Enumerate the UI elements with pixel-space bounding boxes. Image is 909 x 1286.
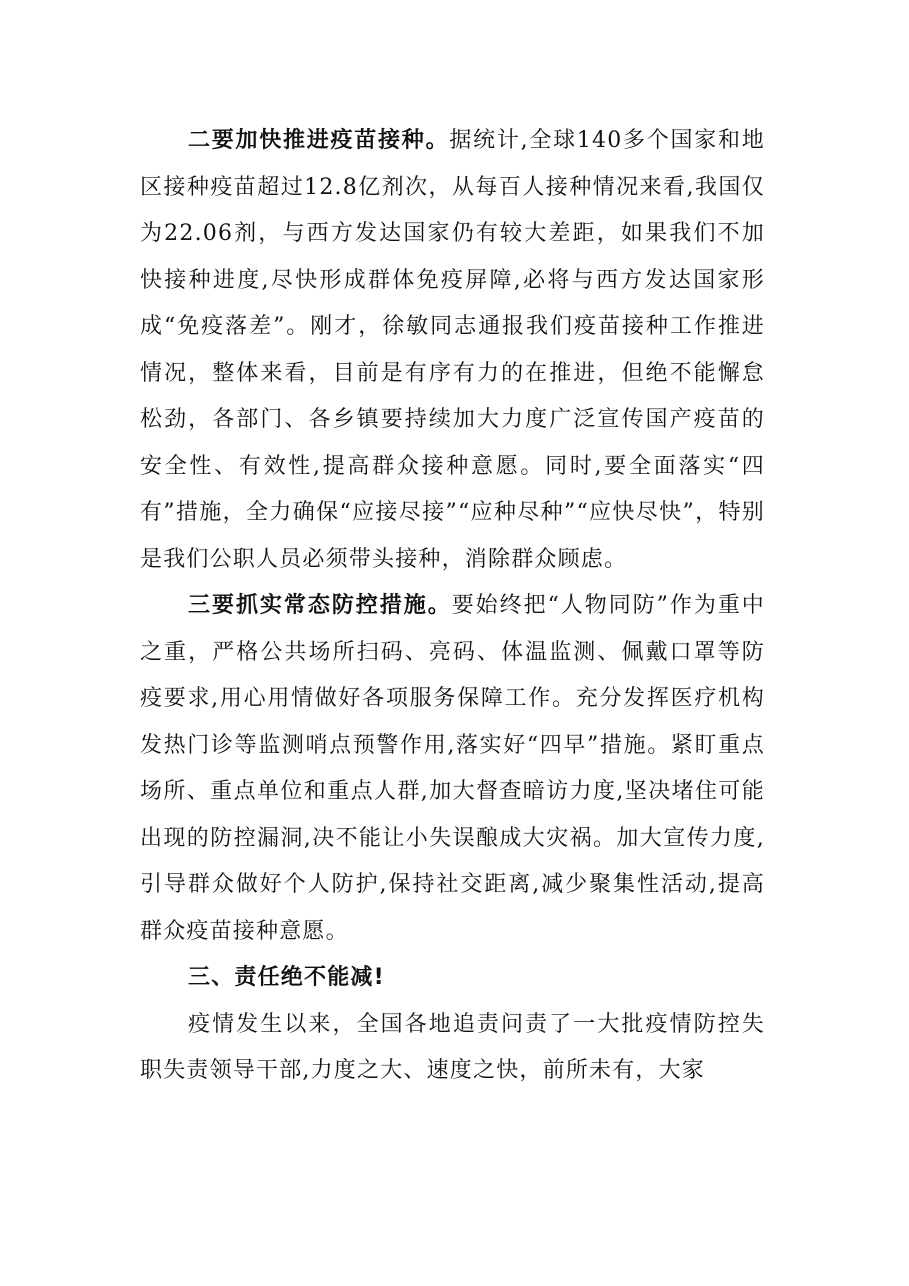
paragraph-prevention [140, 583, 765, 955]
paragraph-vaccination [140, 118, 765, 583]
paragraph-lead: 二要加快推进疫苗接种。 [188, 128, 450, 153]
paragraph-accountability: 疫情发生以来，全国各地追责问责了一大批疫情防控失职失责领导干部,力度之大、速度之快，前所未有，大家 [140, 1011, 765, 1083]
paragraph-lead: 三要抓实常态防控措施。 [188, 593, 452, 618]
paragraph-body: 要始终把“人物同防”作为重中之重，严格公共场所扫码、亮码、体温监测、佩戴口罩等防疫要求,用心用情做好各项服务保障工作。充分发挥医疗机构发热门诊等监测哨点预警作用,落实好“四早”措施。紧盯重点场所、重点单位和重点人群,加大督查暗访力度,坚决堵住可能出现的防控漏洞,决不能让小失误酿成大灾祸。加大宣传力度,引导群众做好个人防护,保持社交距离,减少聚集性活动,提高群众疫苗接种意愿。 [140, 593, 766, 944]
section-heading: 三、责任绝不能减! [188, 965, 385, 990]
document-page [140, 118, 765, 1095]
paragraph-body: 据统计,全球140多个国家和地区接种疫苗超过12.8亿剂次，从每百人接种情况来看,我国仅为22.06剂，与西方发达国家仍有较大差距，如果我们不加快接种进度,尽快形成群体免疫屏障,必将与西方发达国家形成“免疫落差”。刚才，徐敏同志通报我们疫苗接种工作推进情况，整体来看，目前是有序有力的在推进，但绝不能懈怠松劲，各部门、各乡镇要持续加大力度广泛宣传国产疫苗的安全性、有效性,提高群众接种意愿。同时,要全面落实“四有”措施，全力确保“应接尽接”“应种尽种”“应快尽快”，特别是我们公职人员必须带头接种，消除群众顾虑。 [140, 128, 765, 572]
